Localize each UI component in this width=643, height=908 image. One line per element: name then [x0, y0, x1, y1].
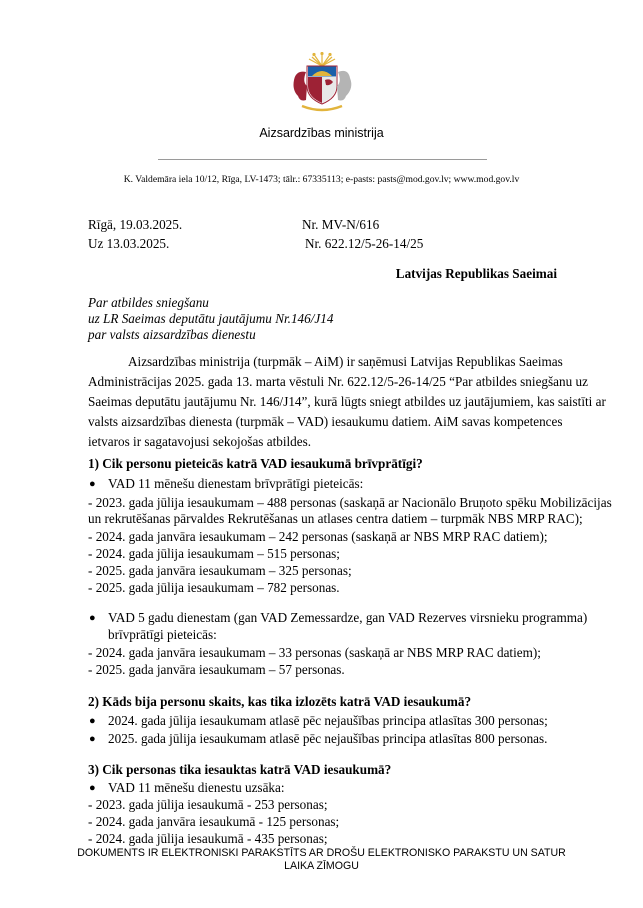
question-1-heading: 1) Cik personu pieteicās katrā VAD iesaukumā brīvprātīgi?: [88, 456, 423, 471]
footer-line: LAIKA ZĪMOGU: [284, 860, 359, 872]
list-item: - 2023. gada jūlija iesaukumā - 253 personas;: [88, 797, 328, 812]
griffin-supporter: [337, 71, 351, 101]
subject-line: Par atbildes sniegšanu: [88, 295, 209, 310]
list-item: VAD 5 gadu dienestam (gan VAD Zemessardze, gan VAD Rezerves virsnieku programma): [108, 610, 588, 625]
subject-line: uz LR Saeimas deputātu jautājumu Nr.146/J14: [88, 311, 334, 326]
document-number: Nr. MV-N/616: [302, 217, 380, 232]
bullet-icon: ●: [89, 782, 96, 794]
list-item: - 2024. gada jūlija iesaukumam – 515 personas;: [88, 546, 340, 561]
list-item: - 2024. gada janvāra iesaukumam – 242 personas (saskaņā ar NBS MRP RAC datiem);: [88, 529, 548, 544]
reference-date: Uz 13.03.2025.: [88, 236, 170, 251]
bullet-icon: ●: [89, 715, 96, 727]
intro-line: ietvaros ir sagatavojusi sekojošas atbildes.: [88, 434, 312, 449]
ministry-address: K. Valdemāra iela 10/12, Rīga, LV-1473; tālr.: 67335113; e-pasts: pasts@mod.gov.lv; www.mod.gov.lv: [123, 174, 520, 185]
recipient: Latvijas Republikas Saeimai: [395, 266, 557, 281]
list-item: VAD 11 mēnešu dienestam brīvprātīgi pieteicās:: [108, 476, 364, 491]
question-3-heading: 3) Cik personas tika iesauktas katrā VAD iesaukumā?: [88, 762, 392, 777]
ministry-name: Aizsardzības ministrija: [259, 126, 384, 140]
lion-supporter: [294, 72, 308, 101]
list-item: - 2025. gada jūlija iesaukumam – 782 personas.: [88, 580, 340, 595]
list-item: 2025. gada jūlija iesaukumam atlasē pēc nejaušības principa atlasītas 800 personas.: [108, 731, 548, 746]
bullet-icon: ●: [89, 733, 96, 745]
intro-line: Saeimas deputātu jautājumu Nr. 146/J14”, kurā lūgts sniegt atbildes uz jautājumiem, kas saistīti ar: [88, 394, 606, 409]
list-item: - 2024. gada janvāra iesaukumā - 125 personas;: [88, 814, 340, 829]
intro-line: Administrācijas 2025. gada 13. marta vēstuli Nr. 622.12/5-26-14/25 “Par atbildes sniegšanu uz: [88, 374, 588, 389]
letterhead-divider: [158, 159, 487, 160]
list-item: - 2025. gada janvāra iesaukumam – 325 personas;: [88, 563, 352, 578]
list-item: - 2025. gada janvāra iesaukumam – 57 personas.: [88, 662, 345, 677]
sun-rays: [309, 55, 335, 66]
coat-of-arms-logo: [288, 52, 356, 114]
list-item: VAD 11 mēnešu dienestu uzsāka:: [108, 780, 285, 795]
list-item: un rekrutēšanas pārvaldes Rekrutēšanas un atlases centra datiem – turpmāk NBS MRP RAC);: [88, 511, 583, 526]
question-2-heading: 2) Kāds bija personu skaits, kas tika izlozēts katrā VAD iesaukumā?: [88, 694, 472, 709]
signature-notice: [0, 847, 643, 873]
intro-line: Aizsardzības ministrija (turpmāk – AiM) ir saņēmusi Latvijas Republikas Saeimas: [128, 354, 563, 369]
oak-branches: [302, 106, 342, 110]
intro-line: valsts aizsardzības dienesta (turpmāk – VAD) iesaukumu datiem. AiM savas kompetences: [88, 414, 563, 429]
list-item: - 2024. gada janvāra iesaukumam – 33 personas (saskaņā ar NBS MRP RAC datiem);: [88, 645, 541, 660]
bullet-icon: ●: [89, 478, 96, 490]
subject-line: par valsts aizsardzības dienestu: [88, 327, 256, 342]
reference-number: Nr. 622.12/5-26-14/25: [305, 236, 424, 251]
bullet-icon: ●: [89, 612, 96, 624]
footer-line: DOKUMENTS IR ELEKTRONISKI PARAKSTĪTS AR DROŠU ELEKTRONISKO PARAKSTU UN SATUR: [77, 847, 566, 859]
list-item: - 2023. gada jūlija iesaukumam – 488 personas (saskaņā ar Nacionālo Bruņoto spēku Mobilizācijas: [88, 495, 612, 510]
list-item: brīvprātīgi pieteicās:: [108, 627, 217, 642]
place-date: Rīgā, 19.03.2025.: [88, 217, 183, 232]
list-item: - 2024. gada jūlija iesaukumā - 435 personas;: [88, 831, 328, 846]
list-item: 2024. gada jūlija iesaukumam atlasē pēc nejaušības principa atlasītas 300 personas;: [108, 713, 548, 728]
